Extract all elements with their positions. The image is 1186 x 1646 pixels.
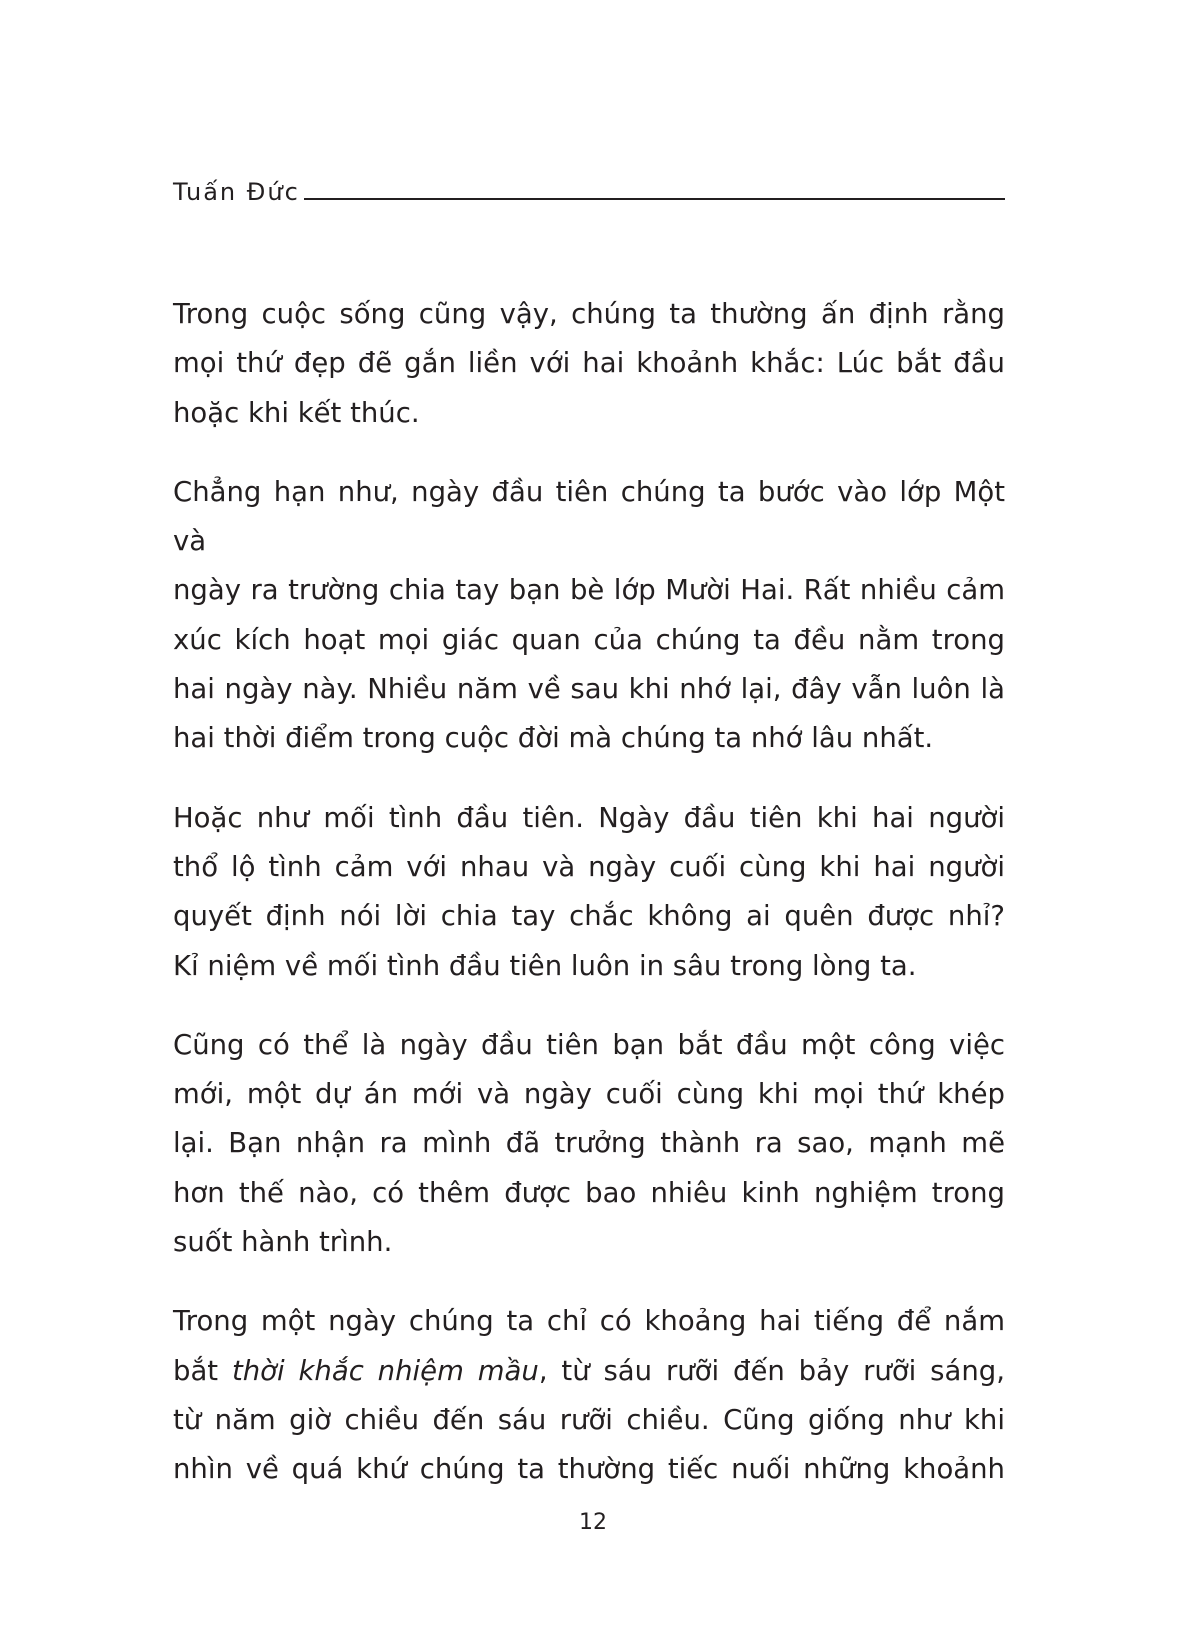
paragraph-2 [173,468,1005,764]
text-line: từ năm giờ chiều đến sáu rưỡi chiều. Cũng giống như khi [173,1403,1005,1436]
running-head [173,172,1005,206]
text-run: bắt [173,1354,232,1387]
text-line: thổ lộ tình cảm với nhau và ngày cuối cùng khi hai người [173,850,1005,883]
text-run: , từ sáu rưỡi đến bảy rưỡi sáng, [538,1354,1005,1387]
emphasis-phrase: thời khắc nhiệm mầu [231,1354,539,1387]
body-text [173,290,1005,1525]
text-line: Cũng có thể là ngày đầu tiên bạn bắt đầu một công việc [173,1028,1005,1061]
text-line: mọi thứ đẹp đẽ gắn liền với hai khoảnh khắc: Lúc bắt đầu [173,347,1005,380]
text-line: Trong cuộc sống cũng vậy, chúng ta thường ấn định rằng [173,298,1005,330]
text-line: hai ngày này. Nhiều năm về sau khi nhớ lại, đây vẫn luôn là [173,673,1005,706]
running-head-author: Tuấn Đức [173,178,300,206]
text-line: hai thời điểm trong cuộc đời mà chúng ta nhớ lâu nhất. [173,722,934,755]
text-line: lại. Bạn nhận ra mình đã trưởng thành ra sao, mạnh mẽ [173,1127,1005,1160]
text-line: Kỉ niệm về mối tình đầu tiên luôn in sâu trong lòng ta. [173,949,917,982]
text-line: Hoặc như mối tình đầu tiên. Ngày đầu tiên khi hai người [173,801,1005,834]
text-line: nhìn về quá khứ chúng ta thường tiếc nuối những khoảnh [173,1453,1005,1486]
text-line: Chẳng hạn như, ngày đầu tiên chúng ta bước vào lớp Một và [173,475,1005,558]
running-head-rule [304,198,1005,200]
text-line: suốt hành trình. [173,1226,393,1259]
paragraph-5 [173,1297,1005,1494]
text-line: hoặc khi kết thúc. [173,396,420,429]
text-line: mới, một dự án mới và ngày cuối cùng khi mọi thứ khép [173,1078,1005,1111]
paragraph-1 [173,290,1005,438]
paragraph-3 [173,794,1005,991]
text-line: xúc kích hoạt mọi giác quan của chúng ta đều nằm trong [173,623,1005,656]
text-line: quyết định nói lời chia tay chắc không ai quên được nhỉ? [173,900,1005,933]
page-number: 12 [579,1510,607,1535]
paragraph-4 [173,1021,1005,1267]
text-line [173,1347,1005,1396]
text-line: Trong một ngày chúng ta chỉ có khoảng hai tiếng để nắm [173,1305,1005,1338]
text-line: hơn thế nào, có thêm được bao nhiêu kinh nghiệm trong [173,1176,1005,1209]
text-line: ngày ra trường chia tay bạn bè lớp Mười Hai. Rất nhiều cảm [173,574,1005,607]
